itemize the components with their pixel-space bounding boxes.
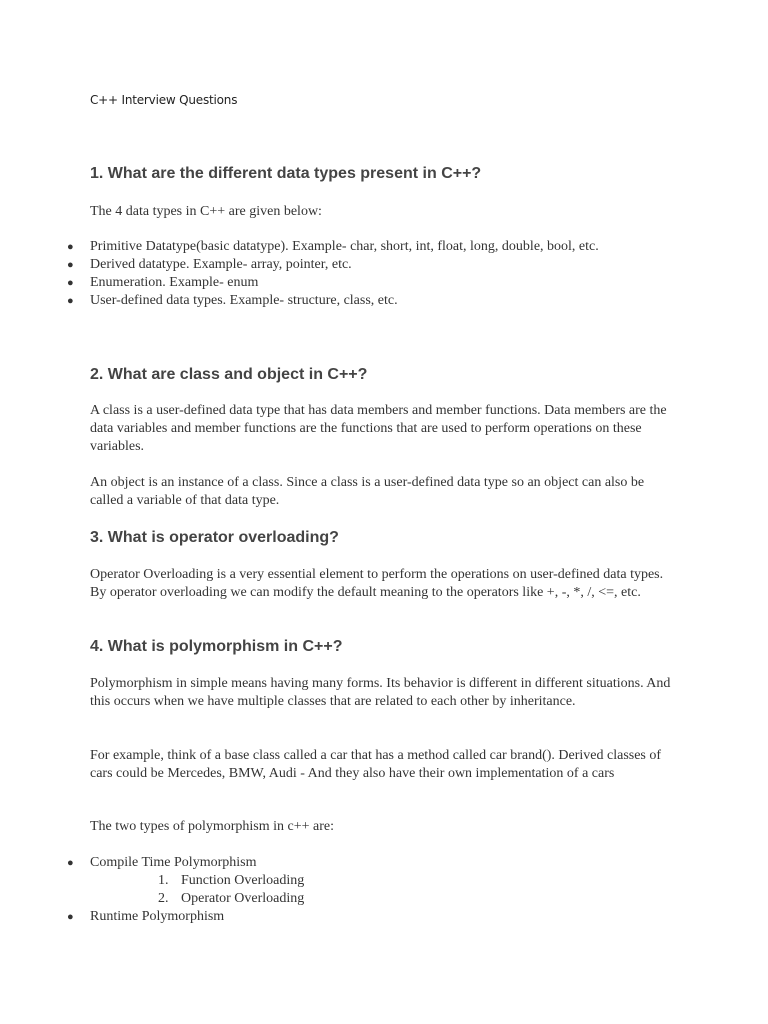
list-item-text: Runtime Polymorphism bbox=[90, 909, 225, 924]
list-item-text: Primitive Datatype(basic datatype). Example- char, short, int, float, long, double, bool, etc. bbox=[90, 239, 599, 254]
list-item-text: Operator Overloading bbox=[181, 891, 305, 906]
bullet-icon: ● bbox=[67, 857, 74, 869]
list-item-text: User-defined data types. Example- structure, class, etc. bbox=[90, 293, 398, 308]
bullet-icon: ● bbox=[67, 277, 74, 289]
question-2-paragraph-1: A class is a user-defined data type that has data members and member functions. Data members are the data variables and member functions are the functions that are used to perform operations on these variables. bbox=[90, 403, 667, 454]
list-item bbox=[0, 238, 700, 256]
question-1-intro: The 4 data types in C++ are given below: bbox=[90, 204, 322, 219]
question-3-heading: 3. What is operator overloading? bbox=[90, 529, 339, 546]
list-item-text: Function Overloading bbox=[181, 873, 305, 888]
question-2-heading: 2. What are class and object in C++? bbox=[90, 366, 368, 383]
data-types-list bbox=[0, 238, 700, 310]
question-2-paragraph-2: An object is an instance of a class. Since a class is a user-defined data type so an object can also be called a variable of that data type. bbox=[90, 475, 645, 508]
list-item bbox=[0, 292, 700, 310]
list-item-text: Derived datatype. Example- array, pointer, etc. bbox=[90, 257, 352, 272]
list-item-text: Enumeration. Example- enum bbox=[90, 275, 259, 290]
question-1-heading: 1. What are the different data types present in C++? bbox=[90, 165, 482, 182]
list-item bbox=[0, 256, 700, 274]
bullet-icon: ● bbox=[67, 259, 74, 271]
list-item bbox=[0, 908, 700, 926]
list-item bbox=[0, 872, 700, 890]
list-item bbox=[0, 890, 700, 908]
list-item bbox=[0, 854, 700, 872]
question-4-paragraph-3: The two types of polymorphism in c++ are: bbox=[90, 819, 335, 834]
question-4-heading: 4. What is polymorphism in C++? bbox=[90, 638, 343, 655]
question-4-paragraph-2: For example, think of a base class called a car that has a method called car brand(). Derived classes of cars could be Mercedes, BMW, Audi - And they also have their own implementation of a cars bbox=[90, 748, 662, 781]
question-3-paragraph-1: Operator Overloading is a very essential element to perform the operations on user-defined data types. By operator overloading we can modify the default meaning to the operators like +, -, *, /, <=, etc. bbox=[90, 567, 664, 600]
polymorphism-types-list-continued bbox=[0, 908, 700, 926]
list-number: 2. bbox=[158, 891, 169, 906]
bullet-icon: ● bbox=[67, 295, 74, 307]
question-4-paragraph-1: Polymorphism in simple means having many forms. Its behavior is different in different situations. And this occurs when we have multiple classes that are related to each other by inheritance. bbox=[90, 676, 671, 709]
bullet-icon: ● bbox=[67, 911, 74, 923]
bullet-icon: ● bbox=[67, 241, 74, 253]
list-item bbox=[0, 274, 700, 292]
list-number: 1. bbox=[158, 873, 169, 888]
compile-time-subtypes-list bbox=[0, 872, 700, 908]
polymorphism-types-list bbox=[0, 854, 700, 872]
document-title: C++ Interview Questions bbox=[90, 93, 238, 107]
list-item-text: Compile Time Polymorphism bbox=[90, 855, 257, 870]
